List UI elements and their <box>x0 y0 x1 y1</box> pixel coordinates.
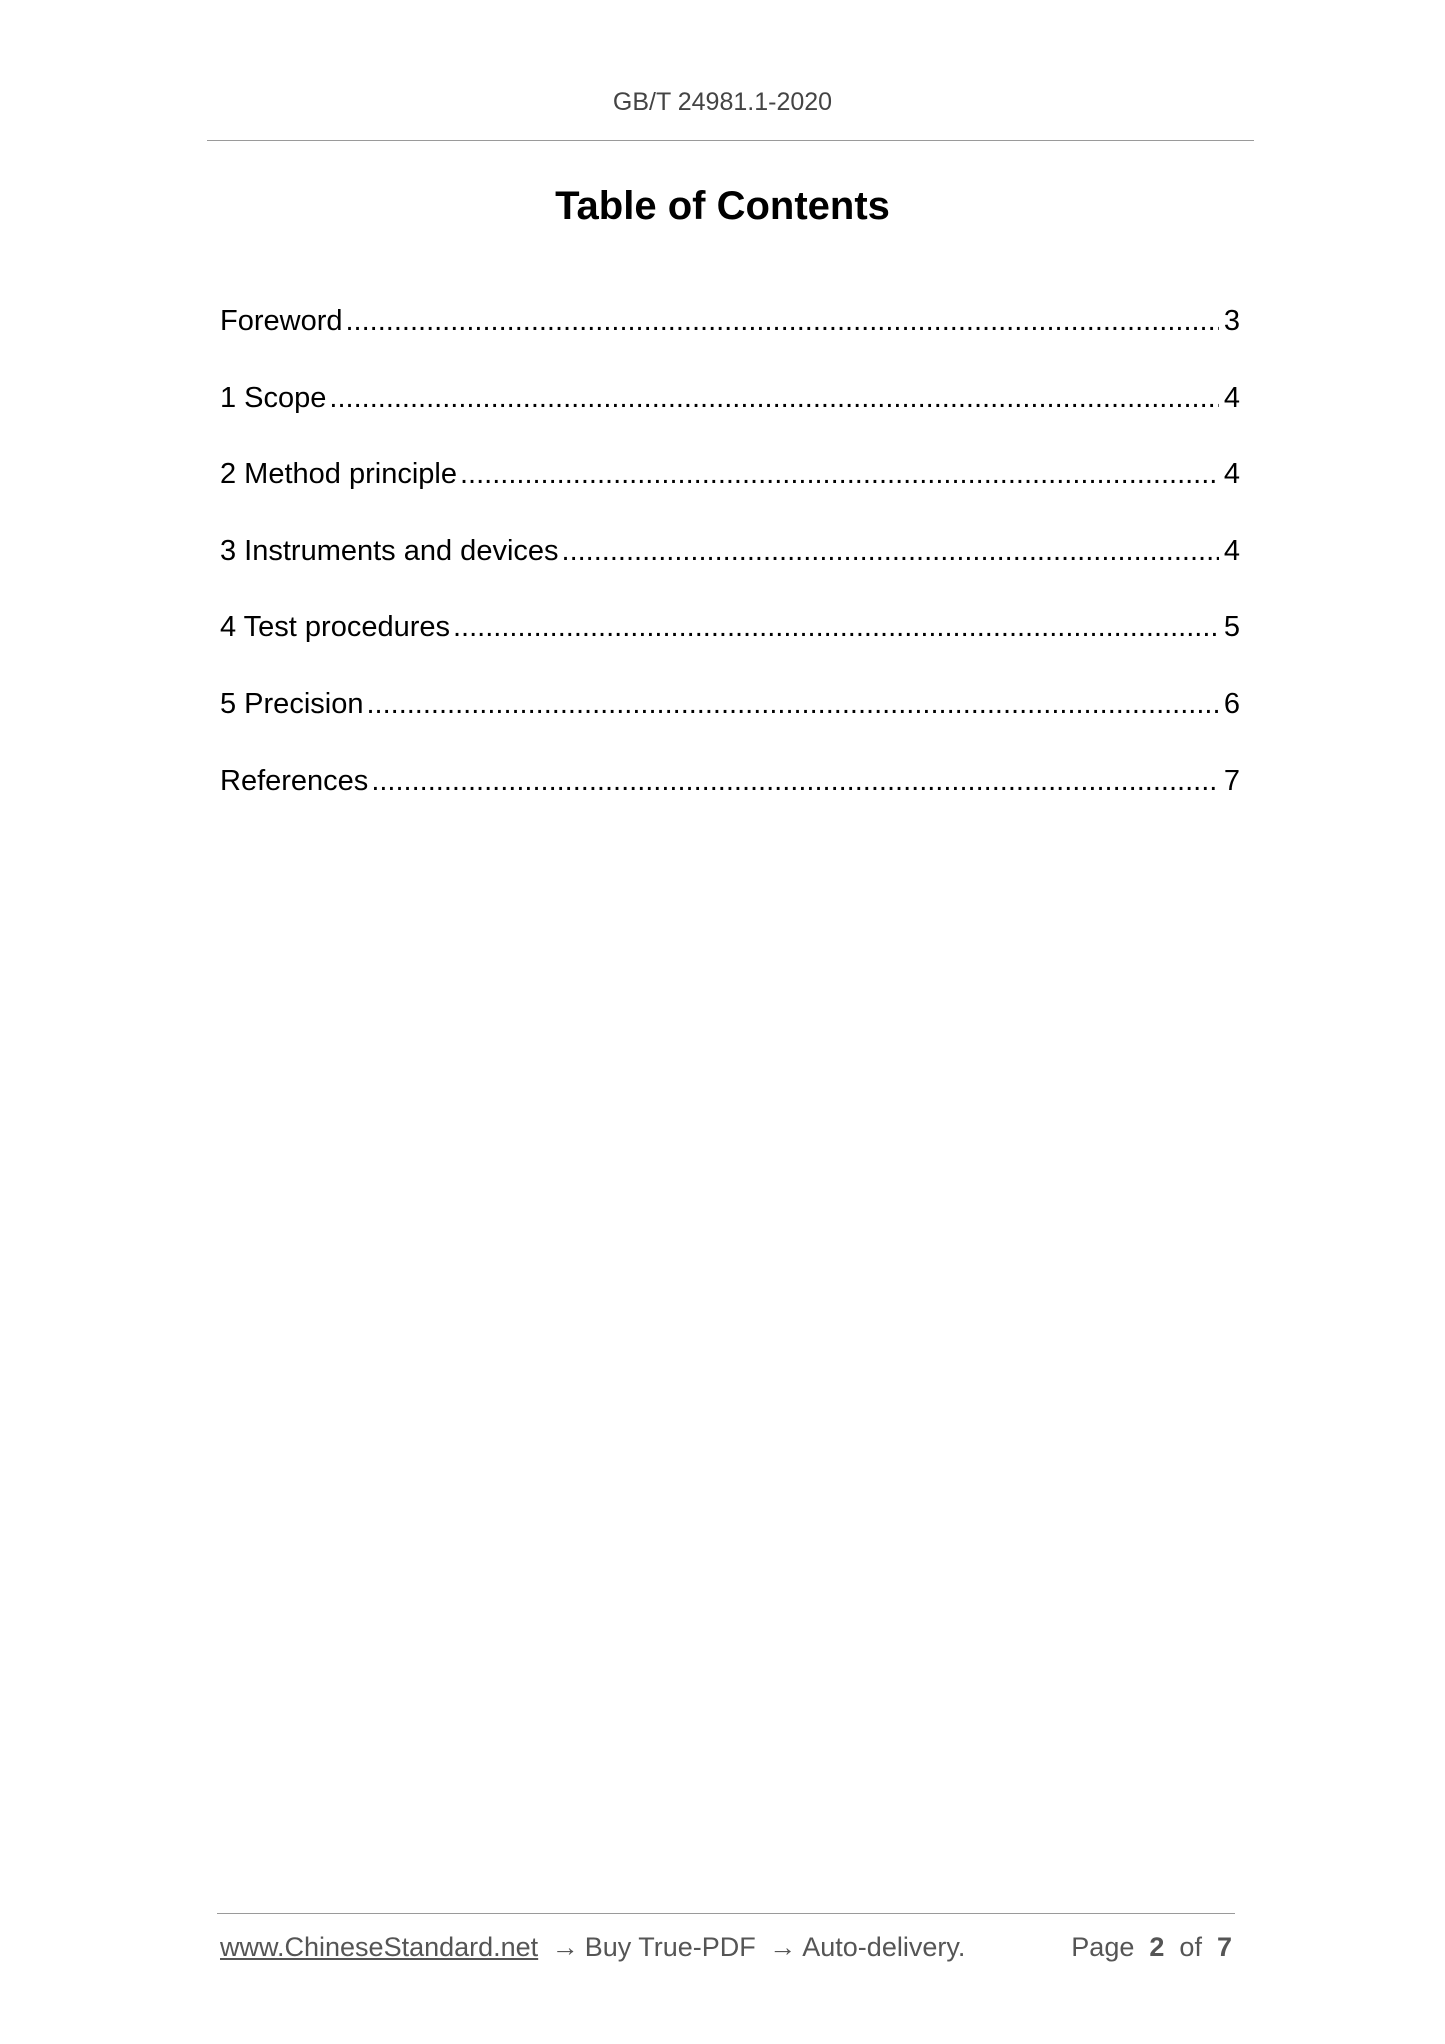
toc-dot-leader <box>346 305 1220 338</box>
toc-dot-leader <box>453 611 1219 644</box>
toc-dot-leader <box>562 535 1219 568</box>
page-number <box>1071 1932 1232 1963</box>
toc-entry-page: 4 <box>1223 534 1240 567</box>
toc-entry-page: 5 <box>1223 611 1240 644</box>
table-of-contents <box>220 305 1240 841</box>
toc-entry-method-principle[interactable] <box>220 458 1240 535</box>
page-title: Table of Contents <box>555 184 890 228</box>
footer-divider <box>217 1913 1235 1914</box>
page-word: Page <box>1071 1932 1135 1962</box>
toc-entry-label: 1 Scope <box>220 381 327 414</box>
toc-entry-page: 7 <box>1223 764 1240 797</box>
of-word: of <box>1179 1932 1202 1962</box>
toc-entry-scope[interactable] <box>220 382 1240 459</box>
arrow-right-icon: → <box>551 1932 579 1962</box>
toc-entry-label: Foreword <box>220 305 343 337</box>
delivery-text: Auto-delivery. <box>802 1932 966 1962</box>
document-code-header: GB/T 24981.1-2020 <box>612 88 833 116</box>
toc-entry-label: 2 Method principle <box>220 458 457 491</box>
toc-entry-foreword[interactable] <box>220 305 1240 382</box>
toc-entry-page: 3 <box>1223 305 1240 337</box>
toc-entry-label: References <box>220 764 369 797</box>
site-link[interactable]: www.ChineseStandard.net <box>220 1932 539 1962</box>
toc-dot-leader <box>460 458 1219 491</box>
toc-entry-label: 5 Precision <box>220 687 364 720</box>
toc-entry-page: 4 <box>1223 458 1240 491</box>
toc-entry-label: 3 Instruments and devices <box>220 534 559 567</box>
toc-entry-page: 4 <box>1223 381 1240 414</box>
toc-dot-leader <box>329 382 1219 415</box>
total-pages: 7 <box>1216 1932 1232 1962</box>
toc-entry-test-procedures[interactable] <box>220 611 1240 688</box>
toc-dot-leader <box>371 765 1219 798</box>
footer-promo <box>220 1932 965 1963</box>
toc-entry-instruments[interactable] <box>220 535 1240 612</box>
current-page: 2 <box>1149 1932 1165 1962</box>
toc-entry-page: 6 <box>1223 687 1240 720</box>
buy-text: Buy True-PDF <box>584 1932 756 1962</box>
toc-entry-precision[interactable] <box>220 688 1240 765</box>
toc-entry-label: 4 Test procedures <box>220 611 450 644</box>
header-divider <box>207 140 1254 141</box>
toc-entry-references[interactable] <box>220 765 1240 842</box>
toc-dot-leader <box>366 688 1219 721</box>
arrow-right-icon: → <box>769 1932 797 1962</box>
